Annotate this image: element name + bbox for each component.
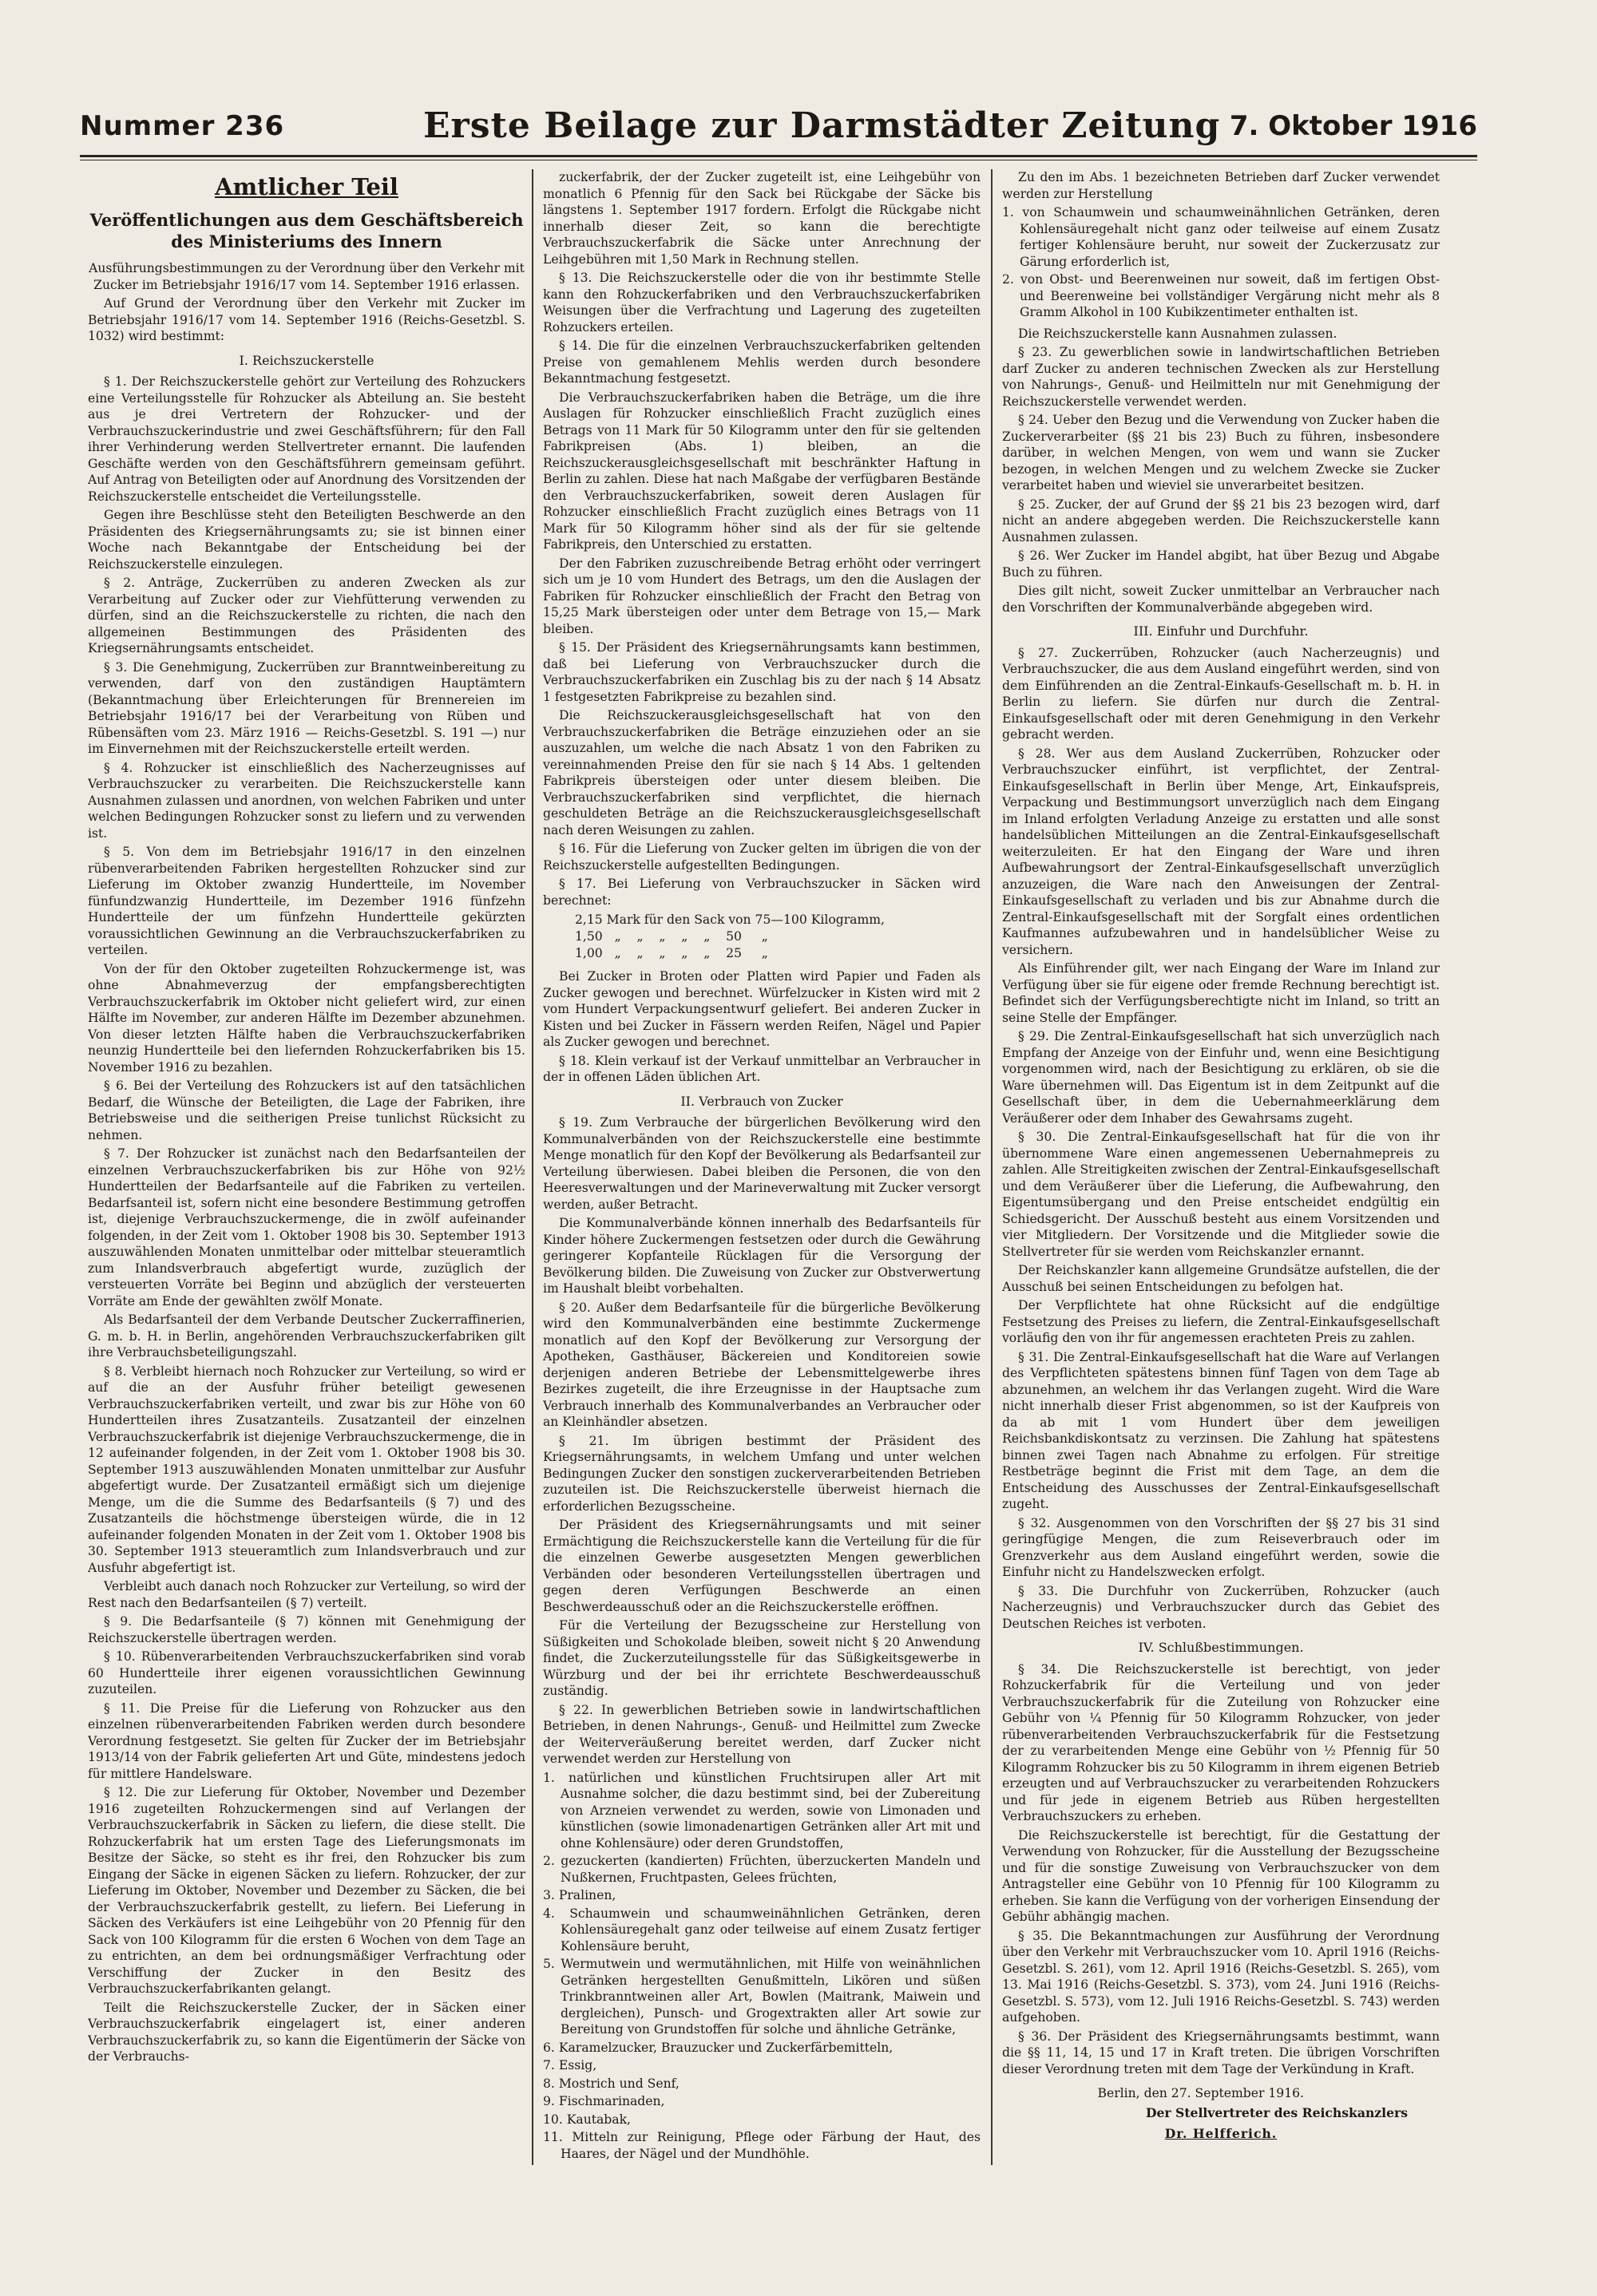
paragraph: § 7. Der Rohzucker ist zunächst nach den Bedarfsanteilen der einzelnen Verbrauchszuckerfabriken bis zur Höhe von 92½ Hundertteilen der Bedarfsanteile auf die Fabriken zu verteilen. Bedarfsanteil ist, sofern nicht eine besondere Bestimmung getroffen ist, diejenige Verbrauchszuckermenge, die in zwölf aufeinander folgenden, in der Zeit vom 1. Oktober 1908 bis 30. September 1913 auszuwählenden Monaten unmittelbar oder mittelbar steueramtlich zum Inlandsverbrauch abgefertigt wurde, zuzüglich der versteuerten Vorräte bei Beginn und abzüglich der versteuerten Vorräte am Ende der gewählten zwölf Monate. [88, 1146, 525, 1308]
paragraph: § 6. Bei der Verteilung des Rohzuckers ist auf den tatsächlichen Bedarf, die Wünsche der Beteiligten, die Lage der Fabriken, ihre Betriebsweise und die seitherigen Preise tunlichst Rücksicht zu nehmen. [88, 1079, 525, 1142]
list-item: 9. Fischmarinaden, [543, 2094, 665, 2108]
section-title: Amtlicher Teil [215, 173, 398, 200]
paragraph: § 27. Zuckerrüben, Rohzucker (auch Nacherzeugnis) und Verbrauchszucker, die aus dem Ausland eingeführt werden, sind von dem Einführenden an die Zentral-Einkaufs-Gesellschaft m. b. H. in Berlin zu liefern. Sie dürfen nur durch die Zentral-Einkaufsgesellschaft oder mit deren Genehmigung in den Verkehr gebracht werden. [1002, 645, 1440, 742]
paragraph: Für die Verteilung der Bezugsscheine zur Herstellung von Süßigkeiten und Schokolade bleiben, soweit nicht § 20 Anwendung findet, die Zuckerzuteilungsstelle für das Süßigkeitsgewerbe in Würzburg und der bei ihr errichtete Beschwerdeausschuß zuständig. [543, 1618, 981, 1698]
paragraph: § 24. Ueber den Bezug und die Verwendung von Zucker haben die Zuckerverarbeiter (§§ 21 bis 23) Buch zu führen, insbesondere darüber, in welchen Mengen, von wem und wann sie Zucker bezogen, in welchen Mengen und zu welchem Zwecke sie Zucker verarbeitet haben und wieviel sie unverarbeitet besitzen. [1002, 413, 1440, 493]
paragraph: Die Reichszuckerausgleichsgesellschaft hat von den Verbrauchszuckerfabriken die Beträge einzuziehen oder an sie auszuzahlen, um welche die nach Absatz 1 von den Fabriken zu vereinnahmenden Preise den für sie nach § 14 Abs. 1 geltenden Fabrikpreis übersteigen oder unter diesem bleiben. Die Verbrauchszuckerfabriken sind verpflichtet, die hiernach geschuldeten Beträge an die Reichszuckerausgleichsgesellschaft nach deren Weisungen zu zahlen. [543, 708, 981, 837]
paragraph: § 2. Anträge, Zuckerrüben zu anderen Zwecken als zur Verarbeitung auf Zucker oder zur Viehfütterung verwenden zu dürfen, sind an die Reichszuckerstelle zu richten, die nach den allgemeinen Bestimmungen des Präsidenten des Kriegsernährungsamts entscheidet. [88, 576, 525, 655]
list-item: 6. Karamelzucker, Brauzucker und Zuckerfärbemitteln, [543, 2040, 894, 2055]
paragraph: § 15. Der Präsident des Kriegsernährungsamts kann bestimmen, daß bei Lieferung von Verbrauchszucker durch die Verbrauchszuckerfabriken ein Zuschlag bis zu der nach § 14 Absatz 1 festgesetzten Fabrikpreise zu bezahlen sind. [543, 640, 981, 704]
price-line: 1,00 „ „ „ „ „ 25 „ [575, 946, 768, 960]
paragraph: § 5. Von dem im Betriebsjahr 1916/17 in den einzelnen rübenverarbeitenden Fabriken hergestellten Rohzucker sind zur Lieferung im Oktober zwanzig Hundertteile, im November fünfundzwanzig Hundertteile, im Dezember 1916 fünfzehn Hundertteile der um fünfzehn Hundertteile gekürzten voraussichtlichen Gewinnung an die Verbrauchszuckerfabriken zu verteilen. [88, 845, 525, 957]
paragraph: § 35. Die Bekanntmachungen zur Ausführung der Verordnung über den Verkehr mit Verbrauchszucker vom 10. April 1916 (Reichs-Gesetzbl. S. 261), vom 12. April 1916 (Reichs-Gesetzbl. S. 265), vom 13. Mai 1916 (Reichs-Gesetzbl. S. 373), vom 24. Juni 1916 (Reichs-Gesetzbl. S. 573), vom 12. Juli 1916 Reichs-Gesetzbl. S. 743) werden aufgehoben. [1002, 1928, 1440, 2025]
paragraph: § 26. Wer Zucker im Handel abgibt, hat über Bezug und Abgabe Buch zu führen. [1002, 548, 1440, 580]
part-heading: IV. Schlußbestimmungen. [1138, 1640, 1304, 1655]
paragraph: zuckerfabrik, der der Zucker zugeteilt ist, eine Leihgebühr von monatlich 6 Pfennig für den Sack bei Rückgabe der Säcke bis längstens 1. September 1917 fordern. Erfolgt die Rückgabe nicht innerhalb dieser Zeit, so kann die berechtigte Verbrauchszuckerfabrik die Säcke unter Anrechnung der Leihgebühren mit 1,50 Mark in Rechnung stellen. [543, 170, 981, 267]
part-heading: II. Verbrauch von Zucker [680, 1093, 843, 1109]
paragraph: § 9. Die Bedarfsanteile (§ 7) können mit Genehmigung der Reichszuckerstelle übertragen werden. [88, 1614, 525, 1645]
paragraph: Der Reichskanzler kann allgemeine Grundsätze aufstellen, die der Ausschuß bei seinen Entscheidungen zu befolgen hat. [1002, 1263, 1440, 1294]
paragraph: Teilt die Reichszuckerstelle Zucker, der in Säcken einer Verbrauchszuckerfabrik eingelagert ist, einer anderen Verbrauchszuckerfabrik zu, so kann die Eigentümerin der Säcke von der Verbrauchs- [88, 2000, 525, 2064]
masthead [80, 105, 1477, 153]
column-3-paragraphs [1002, 169, 1440, 202]
decree-intro: Auf Grund der Verordnung über den Verkehr mit Zucker im Betriebsjahr 1916/17 vom 14. September 1916 (Reichs-Gesetzbl. S. 1032) wird bestimmt: [88, 296, 525, 343]
paragraph: Als Einführender gilt, wer nach Eingang der Ware im Inland zur Verfügung über sie für eigene oder fremde Rechnung berechtigt ist. Befindet sich der Verfügungsberechtigte nicht im Inland, so tritt an seine Stelle der Empfänger. [1002, 961, 1440, 1025]
decree-heading: Ausführungsbestimmungen zu der Verordnung über den Verkehr mit Zucker im Betriebsjahr 1916/17 vom 14. September 1916 erlassen. [89, 261, 525, 292]
list-item: 1. natürlichen und künstlichen Fruchtsirupen aller Art mit Ausnahme solcher, die dazu bestimmt sind, bei der Zubereitung von Arzneien verwendet zu werden, sowie von Limonaden und künstlichen (sowie limonadenartigen Getränken aller Art mit und ohne Kohlensäure) oder deren Grundstoffen, [543, 1770, 981, 1851]
paragraph: § 28. Wer aus dem Ausland Zuckerrüben, Rohzucker oder Verbrauchszucker einführt, ist verpflichtet, der Zentral-Einkaufsgesellschaft in Berlin über Menge, Art, Einkaufspreis, Verpackung und Bestimmungsort unverzüglich nach dem Eingang im Inland erfolgten Verladung Anzeige zu erstatten und alle sonst handelsüblichen Mitteilungen an die Zentral-Einkaufsgesellschaft weiterzuleiten. Er hat den Eingang der Ware und ihren Aufbewahrungsort der Zentral-Einkaufsgesellschaft unverzüglich anzuzeigen, die Ware nach den Anweisungen der Zentral-Einkaufsgesellschaft zu verladen und bis zur Abnahme durch die Zentral-Einkaufsgesellschaft mit der Sorgfalt eines ordentlichen Kaufmannes aufzubewahren und in handelsüblicher Weise zu versichern. [1002, 746, 1440, 957]
masthead-rule [80, 155, 1477, 157]
column-1 [88, 169, 525, 2173]
paragraph: § 33. Die Durchfuhr von Zuckerrüben, Rohzucker (auch Nacherzeugnis) und Verbrauchszucker durch das Gebiet des Deutschen Reiches ist verboten. [1002, 1583, 1440, 1631]
column-3-paragraphs-d [1002, 1661, 1440, 2078]
list-item: 8. Mostrich und Senf, [543, 2076, 680, 2091]
paragraph: § 12. Die zur Lieferung für Oktober, November und Dezember 1916 zugeteilten Rohzuckermengen sind auf Verlangen der Verbrauchszuckerfabrik in Säcken zu liefern, die diese stellt. Die Rohzuckerfabrik hat um ersten Tage des Lieferungsmonats im Besitze der Säcke, so steht es ihr frei, den Rohzucker bis zum Eingang der Säcke in eigenen Säcken zu liefern. Rohzucker, der zur Lieferung im Oktober, November und Dezember zu Säcken, die bei der Verbrauchszuckerfabrik gestellt, zu liefern. Bei Lieferung in Säcken des Verkäufers ist eine Leihgebühr von 20 Pfennig für den Sack von 100 Kilogramm für die ersten 6 Wochen von dem Tage an zu entrichten, an dem bei ordnungsmäßiger Verfrachtung oder Verschiffung der Zucker in den Besitz des Verbrauchszuckerfabrikanten gelangt. [88, 1785, 525, 1996]
paragraph: Bei Zucker in Broten oder Platten wird Papier und Faden als Zucker gewogen und berechnet. Würfelzucker in Kisten wird mit 2 vom Hundert Verpackungsentwurf geliefert. Bei anderen Zucker in Kisten und bei Zucker in Fässern werden Reifen, Nägel und Papier als Zucker gewogen und berechnet. [543, 969, 981, 1049]
part-heading: III. Einfuhr und Durchfuhr. [1133, 623, 1309, 639]
paragraph: § 4. Rohzucker ist einschließlich des Nacherzeugnisses auf Verbrauchszucker zu verarbeiten. Die Reichszuckerstelle kann Ausnahmen zulassen und anordnen, von welchen Fabriken und unter welchen Bedingungen Rohzucker sonst zu liefern und zu verwenden ist. [88, 760, 525, 841]
paragraph: Zu den im Abs. 1 bezeichneten Betrieben darf Zucker verwendet werden zur Herstellung [1002, 170, 1440, 201]
paragraph: Der den Fabriken zuzuschreibende Betrag erhöht oder verringert sich um je 10 vom Hundert des Betrags, um den die Auslagen der Fabriken für Rohzucker einschließlich der Fracht den Betrag von 15,25 Mark übersteigen oder unter dem Betrage von 15,— Mark bleiben. [543, 556, 981, 636]
paragraph: Gegen ihre Beschlüsse steht den Beteiligten Beschwerde an den Präsidenten des Kriegsernährungsamts zu; sie ist binnen einer Woche nach Bekanntgabe der Entscheidung bei der Reichszuckerstelle einzulegen. [88, 508, 525, 572]
paragraph: § 31. Die Zentral-Einkaufsgesellschaft hat die Ware auf Verlangen des Verpflichteten spätestens binnen fünf Tagen von dem Tage ab abzunehmen, an welchem ihr das Verlangen zugeht. Wird die Ware nicht innerhalb dieser Frist abgenommen, so ist der Kaufpreis von da ab mit 1 vom Hundert über dem jeweiligen Reichsbankdiskontsatz zu verzinsen. Die Zahlung hat spätestens binnen zwei Tagen nach Abnahme zu erfolgen. Für streitige Restbeträge beginnt die Frist mit dem Tage, an dem die Entscheidung des Ausschusses der Zentral-Einkaufsgesellschaft zugeht. [1002, 1349, 1440, 1511]
list-item: 10. Kautabak, [543, 2112, 631, 2127]
part-heading: I. Reichszuckerstelle [239, 352, 374, 368]
sack-price-list [575, 912, 981, 962]
list-item: 2. gezuckerten (kandierten) Früchten, überzuckerten Mandeln und Nußkernen, Fruchtpasten, Gelees früchten, [543, 1854, 981, 1885]
prohibited-uses-list [543, 1770, 981, 2163]
paragraph: § 3. Die Genehmigung, Zuckerrüben zur Branntweinbereitung zu verwenden, darf von den zuständigen Hauptämtern (Bekanntmachung über Erleichterungen für Brennereien im Betriebsjahr 1916/17 bei der Verarbeitung von Rüben und Rübensäften vom 23. März 1916 — Reichs-Gesetzbl. S. 191 —) nur im Einvernehmen mit der Reichszuckerstelle erteilt werden. [88, 659, 525, 756]
column-3-paragraphs-c [1002, 645, 1440, 1633]
paragraph: § 18. Klein verkauf ist der Verkauf unmittelbar an Verbraucher in der in offenen Läden üblichen Art. [543, 1053, 981, 1084]
signature-role: Der Stellvertreter des Reichskanzlers [1145, 2104, 1408, 2120]
paragraph: § 20. Außer dem Bedarfsanteile für die bürgerliche Bevölkerung wird den Kommunalverbänden eine bestimmte Zuckermenge monatlich auf den Kopf der Bevölkerung zur Versorgung der Apotheken, Gasthäuser, Bäckereien und Konditoreien sowie derjenigen anderen Betriebe der Lebensmittelgewerbe ihres Bezirkes zugeteilt, die ihre Erzeugnisse in der Hauptsache zum Verbrauch innerhalb des Kommunalverbandes an Verbraucher oder an Kleinhändler absetzen. [543, 1300, 981, 1429]
paragraph: § 30. Die Zentral-Einkaufsgesellschaft hat für die von ihr übernommene Ware einen angemessenen Uebernahmepreis zu zahlen. Alle Streitigkeiten zwischen der Zentral-Einkaufsgesellschaft und dem Veräußerer über die Lieferung, die Aufbewahrung, den Eigentumsübergang und den Preise entscheidet endgültig ein Schiedsgericht. Der Ausschuß besteht aus einem Vorsitzenden und vier Mitgliedern. Der Vorsitzende und die Mitglieder sowie die Stellvertreter für sie werden vom Reichskanzler ernannt. [1002, 1130, 1440, 1259]
paragraph: Die Kommunalverbände können innerhalb des Bedarfsanteils für Kinder höhere Zuckermengen festsetzen oder durch die Gewährung geringerer Kopfanteile Rücklagen für die Versorgung der Bevölkerung bilden. Die Zuweisung von Zucker zur Obstverwertung im Haushalt bleibt vorbehalten. [543, 1216, 981, 1296]
column-2-paragraphs-b [543, 968, 981, 1086]
newspaper-title: Erste Beilage zur Darmstädter Zeitung [423, 105, 1221, 146]
paragraph: § 1. Der Reichszuckerstelle gehört zur Verteilung des Rohzuckers eine Verteilungsstelle für Rohzucker als Abteilung an. Sie besteht aus je drei Vertretern der Rohzucker- und der Verbrauchszuckerindustrie und zwei Geschäftsführern; für den Fall ihrer Verhinderung werden Stellvertreter ernannt. Die laufenden Geschäfte werden von den Geschäftsführern gemeinsam geführt. Auf Antrag von Beteiligten oder auf Anordnung des Vorsitzenden der Reichszuckerstelle entscheidet die Verteilungsstelle. [88, 374, 525, 504]
paragraph: Die Verbrauchszuckerfabriken haben die Beträge, um die ihre Auslagen für Rohzucker einschließlich Fracht zuzüglich eines Betrags von 11 Mark für 50 Kilogramm unter den für sie geltenden Fabrikpreisen (Abs. 1) bleiben, an die Reichszuckerausgleichsgesellschaft mit beschränkter Haftung in Berlin zu zahlen. Diese hat nach Maßgabe der verfügbaren Bestände den Verbrauchszuckerfabriken, soweit deren Auslagen für Rohzucker einschließlich Fracht zuzüglich eines Betrags von 11 Mark für 50 Kilogramm höher sind als der für sie geltende Fabrikpreis, den Unterschied zu erstatten. [543, 390, 981, 552]
list-item: 1. von Schaumwein und schaumweinähnlichen Getränken, deren Kohlensäuregehalt nicht ganz oder teilweise auf einem Zusatz fertiger Kohlensäure beruht, nur soweit der Zuckerzusatz zur Gärung erforderlich ist, [1002, 205, 1440, 269]
column-3 [1002, 169, 1440, 2173]
signature-place-date: Berlin, den 27. September 1916. [1097, 2086, 1304, 2100]
paragraph: § 36. Der Präsident des Kriegsernährungsamts bestimmt, wann die §§ 11, 14, 15 und 17 in Kraft treten. Die übrigen Vorschriften dieser Verordnung treten mit dem Tage der Verkündung in Kraft. [1002, 2029, 1440, 2076]
paragraph: § 8. Verbleibt hiernach noch Rohzucker zur Verteilung, so wird er auf die an der Ausfuhr früher beteiligt gewesenen Verbrauchszuckerfabriken verteilt, und zwar bis zur Höhe von 60 Hundertteilen ihres Zusatzanteils. Zusatzanteil der einzelnen Verbrauchszuckerfabrik ist diejenige Verbrauchszuckermenge, die in 12 aufeinander folgenden, in der Zeit vom 1. Oktober 1908 bis 30. September 1913 auszuwählenden Monaten unmittelbar zur Ausfuhr abgefertigt wurde. Der Zusatzanteil ermäßigt sich um diejenige Menge, um die die Summe des Bedarfsanteils (§ 7) und des Zusatzanteils die höchstmenge übersteigen würde, die in 12 aufeinander folgenden Monaten in der Zeit vom 1. Oktober 1908 bis 30. September 1913 steueramtlich zum Inlandsverbrauch und zur Ausfuhr abgefertigt ist. [88, 1364, 525, 1575]
paragraph: § 25. Zucker, der auf Grund der §§ 21 bis 23 bezogen wird, darf nicht an andere abgegeben werden. Die Reichszuckerstelle kann Ausnahmen zulassen. [1002, 497, 1440, 544]
paragraph: Verbleibt auch danach noch Rohzucker zur Verteilung, so wird der Rest nach den Bedarfsanteilen (§ 7) verteilt. [88, 1579, 525, 1610]
paragraph: Als Bedarfsanteil der dem Verbande Deutscher Zuckerraffinerien, G. m. b. H. in Berlin, angehörenden Verbrauchszuckerfabriken gilt ihre Verbrauchsbeteiligungszahl. [88, 1312, 525, 1360]
paragraph: § 11. Die Preise für die Lieferung von Rohzucker aus den einzelnen rübenverarbeitenden Fabriken werden durch besondere Verordnung festgesetzt. Sie gelten für Zucker der im Betriebsjahr 1913/14 von der Fabrik gelieferten Art und Güte, mindestens jedoch für mittlere Handelsware. [88, 1700, 525, 1781]
paragraph: § 29. Die Zentral-Einkaufsgesellschaft hat sich unverzüglich nach Empfang der Anzeige von der Einfuhr und, wenn eine Besichtigung vorgenommen wird, nach der Besichtigung zu erklären, ob sie die Ware übernehmen will. Das Eigentum ist in dem Zeitpunkt auf die Gesellschaft über, in dem die Uebernahmeerklärung dem Veräußerer oder dem Inhaber des Gewahrsams zugeht. [1002, 1029, 1440, 1126]
paragraph: Der Präsident des Kriegsernährungsamts und mit seiner Ermächtigung die Reichszuckerstelle kann die Verteilung für die für die einzelnen Gewerbe ausgesetzten Mengen gewerblichen Verbänden oder besonderen Verteilungsstellen übertragen und gegen deren Verfügungen Beschwerde an einen Beschwerdeausschuß oder an die Reichszuckerstelle eröffnen. [543, 1518, 981, 1614]
column-1-paragraphs [88, 374, 525, 2065]
column-3-paragraphs-b [1002, 326, 1440, 616]
paragraph: § 10. Rübenverarbeitenden Verbrauchszuckerfabriken sind vorab 60 Hundertteile ihrer eigenen voraussichtlichen Gewinnung zuzuteilen. [88, 1649, 525, 1696]
paragraph: § 17. Bei Lieferung von Verbrauchszucker in Säcken wird berechnet: [543, 877, 981, 908]
issue-number: Nummer 236 [80, 110, 285, 142]
list-item: 5. Wermutwein und wermutähnlichen, mit Hilfe von weinähnlichen Getränken hergestellten Genußmitteln, Likören und süßen Trinkbranntweinen aller Art, Bowlen (Maitrank, Maiwein und dergleichen), Punsch- und Grogextrakten aller Art sowie zur Bereitung von Grundstoffen für solche und ähnliche Getränke, [543, 1957, 981, 2037]
price-line: 2,15 Mark für den Sack von 75—100 Kilogramm, [575, 912, 885, 927]
paragraph: § 16. Für die Lieferung von Zucker gelten im übrigen die von der Reichszuckerstelle aufgestellten Bedingungen. [543, 841, 981, 873]
paragraph: Der Verpflichtete hat ohne Rücksicht auf die endgültige Festsetzung des Preises zu liefern, die Zentral-Einkaufsgesellschaft vorläufig den von ihr für angemessen erachteten Preis zu zahlen. [1002, 1298, 1440, 1345]
issue-date: 7. Oktober 1916 [1229, 110, 1477, 142]
column-divider [532, 169, 533, 2165]
paragraph: § 22. In gewerblichen Betrieben sowie in landwirtschaftlichen Betrieben, in denen Nahrungs-, Genuß- und Heilmittel zum Zwecke der Weiterveräußerung bereitet werden, darf Zucker nicht verwendet werden zur Herstellung von [543, 1702, 981, 1766]
paragraph: § 14. Die für die einzelnen Verbrauchszuckerfabriken geltenden Preise von gemahlenem Mehlis werden durch besondere Bekanntmachung festgesetzt. [543, 338, 981, 386]
paragraph: § 23. Zu gewerblichen sowie in landwirtschaftlichen Betrieben darf Zucker zu anderen technischen Zwecken als zur Herstellung von Nahrungs-, Genuß- und Heilmitteln nur mit Genehmigung der Reichszuckerstelle verwendet werden. [1002, 345, 1440, 409]
paragraph: § 13. Die Reichszuckerstelle oder die von ihr bestimmte Stelle kann den Rohzuckerfabriken und den Verbrauchszuckerfabriken Weisungen über die Verfrachtung und Lagerung des zugeteilten Rohzuckers erteilen. [543, 271, 981, 335]
signature-name: Dr. Helfferich. [1164, 2126, 1278, 2141]
list-item: 3. Pralinen, [543, 1888, 616, 1902]
column-2-paragraphs [543, 169, 981, 909]
price-line: 1,50 „ „ „ „ „ 50 „ [575, 929, 768, 944]
paragraph: Dies gilt nicht, soweit Zucker unmittelbar an Verbraucher nach den Vorschriften der Kommunalverbände abgegeben wird. [1002, 584, 1440, 615]
paragraph: Die Reichszuckerstelle kann Ausnahmen zulassen. [1018, 326, 1337, 341]
list-item: 7. Essig, [543, 2058, 597, 2072]
paragraph: § 34. Die Reichszuckerstelle ist berechtigt, von jeder Rohzuckerfabrik für die Verteilung und von jeder Verbrauchszuckerfabrik für die Zuteilung von Rohzucker eine Gebühr von ¼ Pfennig für 50 Kilogramm Rohzucker, von jeder rübenverarbeitenden Verbrauchszuckerfabrik für die Festsetzung der zu verarbeitenden Menge eine Gebühr von ½ Pfennig für 50 Kilogramm Rohzucker bis zu 50 Kilogramm in ihrem eigenen Betrieb erzeugten und auf Verbrauchszucker zu verarbeitenden Rohzuckers und für jede in eigenem Betrieb aus Rüben hergestellten Verbrauchszuckers zu erheben. [1002, 1661, 1440, 1823]
list-item: 2. von Obst- und Beerenweinen nur soweit, daß im fertigen Obst- und Beerenweine bei vollständiger Vergärung nicht mehr als 8 Gramm Alkohol in 100 Kubikzentimeter enthalten ist. [1002, 272, 1440, 319]
list-item: 4. Schaumwein und schaumweinähnlichen Getränken, deren Kohlensäuregehalt ganz oder teilweise auf einem Zusatz fertiger Kohlensäure beruht, [543, 1906, 981, 1954]
paragraph: Von der für den Oktober zugeteilten Rohzuckermenge ist, was ohne Abnahmeverzug der empfangsberechtigten Verbrauchszuckerfabrik im Oktober nicht geliefert wird, zur einen Hälfte im November, zur anderen Hälfte im Dezember abzunehmen. Von dieser letzten Hälfte haben die Verbrauchszuckerfabriken neunzig Hundertteile bei den liefernden Rohzuckerfabriken bis 15. November 1916 zu bezahlen. [88, 961, 525, 1075]
permitted-uses-list [1002, 204, 1440, 321]
column-divider [991, 169, 993, 2165]
list-item: 11. Mitteln zur Reinigung, Pflege oder Färbung der Haut, des Haares, der Nägel und der Mundhöhle. [543, 2130, 981, 2161]
paragraph: § 21. Im übrigen bestimmt der Präsident des Kriegsernährungsamts, in welchem Umfang und unter welchen Bedingungen Zucker den sonstigen zuckerverarbeitenden Betrieben zuzuteilen ist. Die Reichszuckerstelle überweist hiernach die erforderlichen Bezugsscheine. [543, 1433, 981, 1514]
section-subtitle: Veröffentlichungen aus dem Geschäftsbereich des Ministeriums des Innern [89, 210, 524, 251]
paragraph: Die Reichszuckerstelle ist berechtigt, für die Gestattung der Verwendung von Rohzucker, für die Ausstellung der Bezugsscheine und für die sonstige Zuweisung von Verbrauchszucker von dem Antragsteller eine Gebühr von 10 Pfennig für 100 Kilogramm zu erheben. Sie kann die Verfügung von der vorherigen Einsendung der Gebühr abhängig machen. [1002, 1827, 1440, 1924]
paragraph: § 32. Ausgenommen von den Vorschriften der §§ 27 bis 31 sind geringfügige Mengen, die zum Reiseverbrauch oder im Grenzverkehr aus dem Ausland eingeführt werden, sowie die Einfuhr nicht zu Handelszwecken erfolgt. [1002, 1515, 1440, 1579]
column-2-paragraphs-c [543, 1114, 981, 1768]
paragraph: § 19. Zum Verbrauche der bürgerlichen Bevölkerung wird den Kommunalverbänden von der Reichszuckerstelle eine bestimmte Menge monatlich für den Kopf der Bevölkerung als Bedarfsanteil zur Verteilung überwiesen. Dabei bleiben die Personen, die von den Heeresverwaltungen und der Marineverwaltung mit Zucker versorgt werden, außer Betracht. [543, 1115, 981, 1212]
column-2 [543, 169, 981, 2173]
